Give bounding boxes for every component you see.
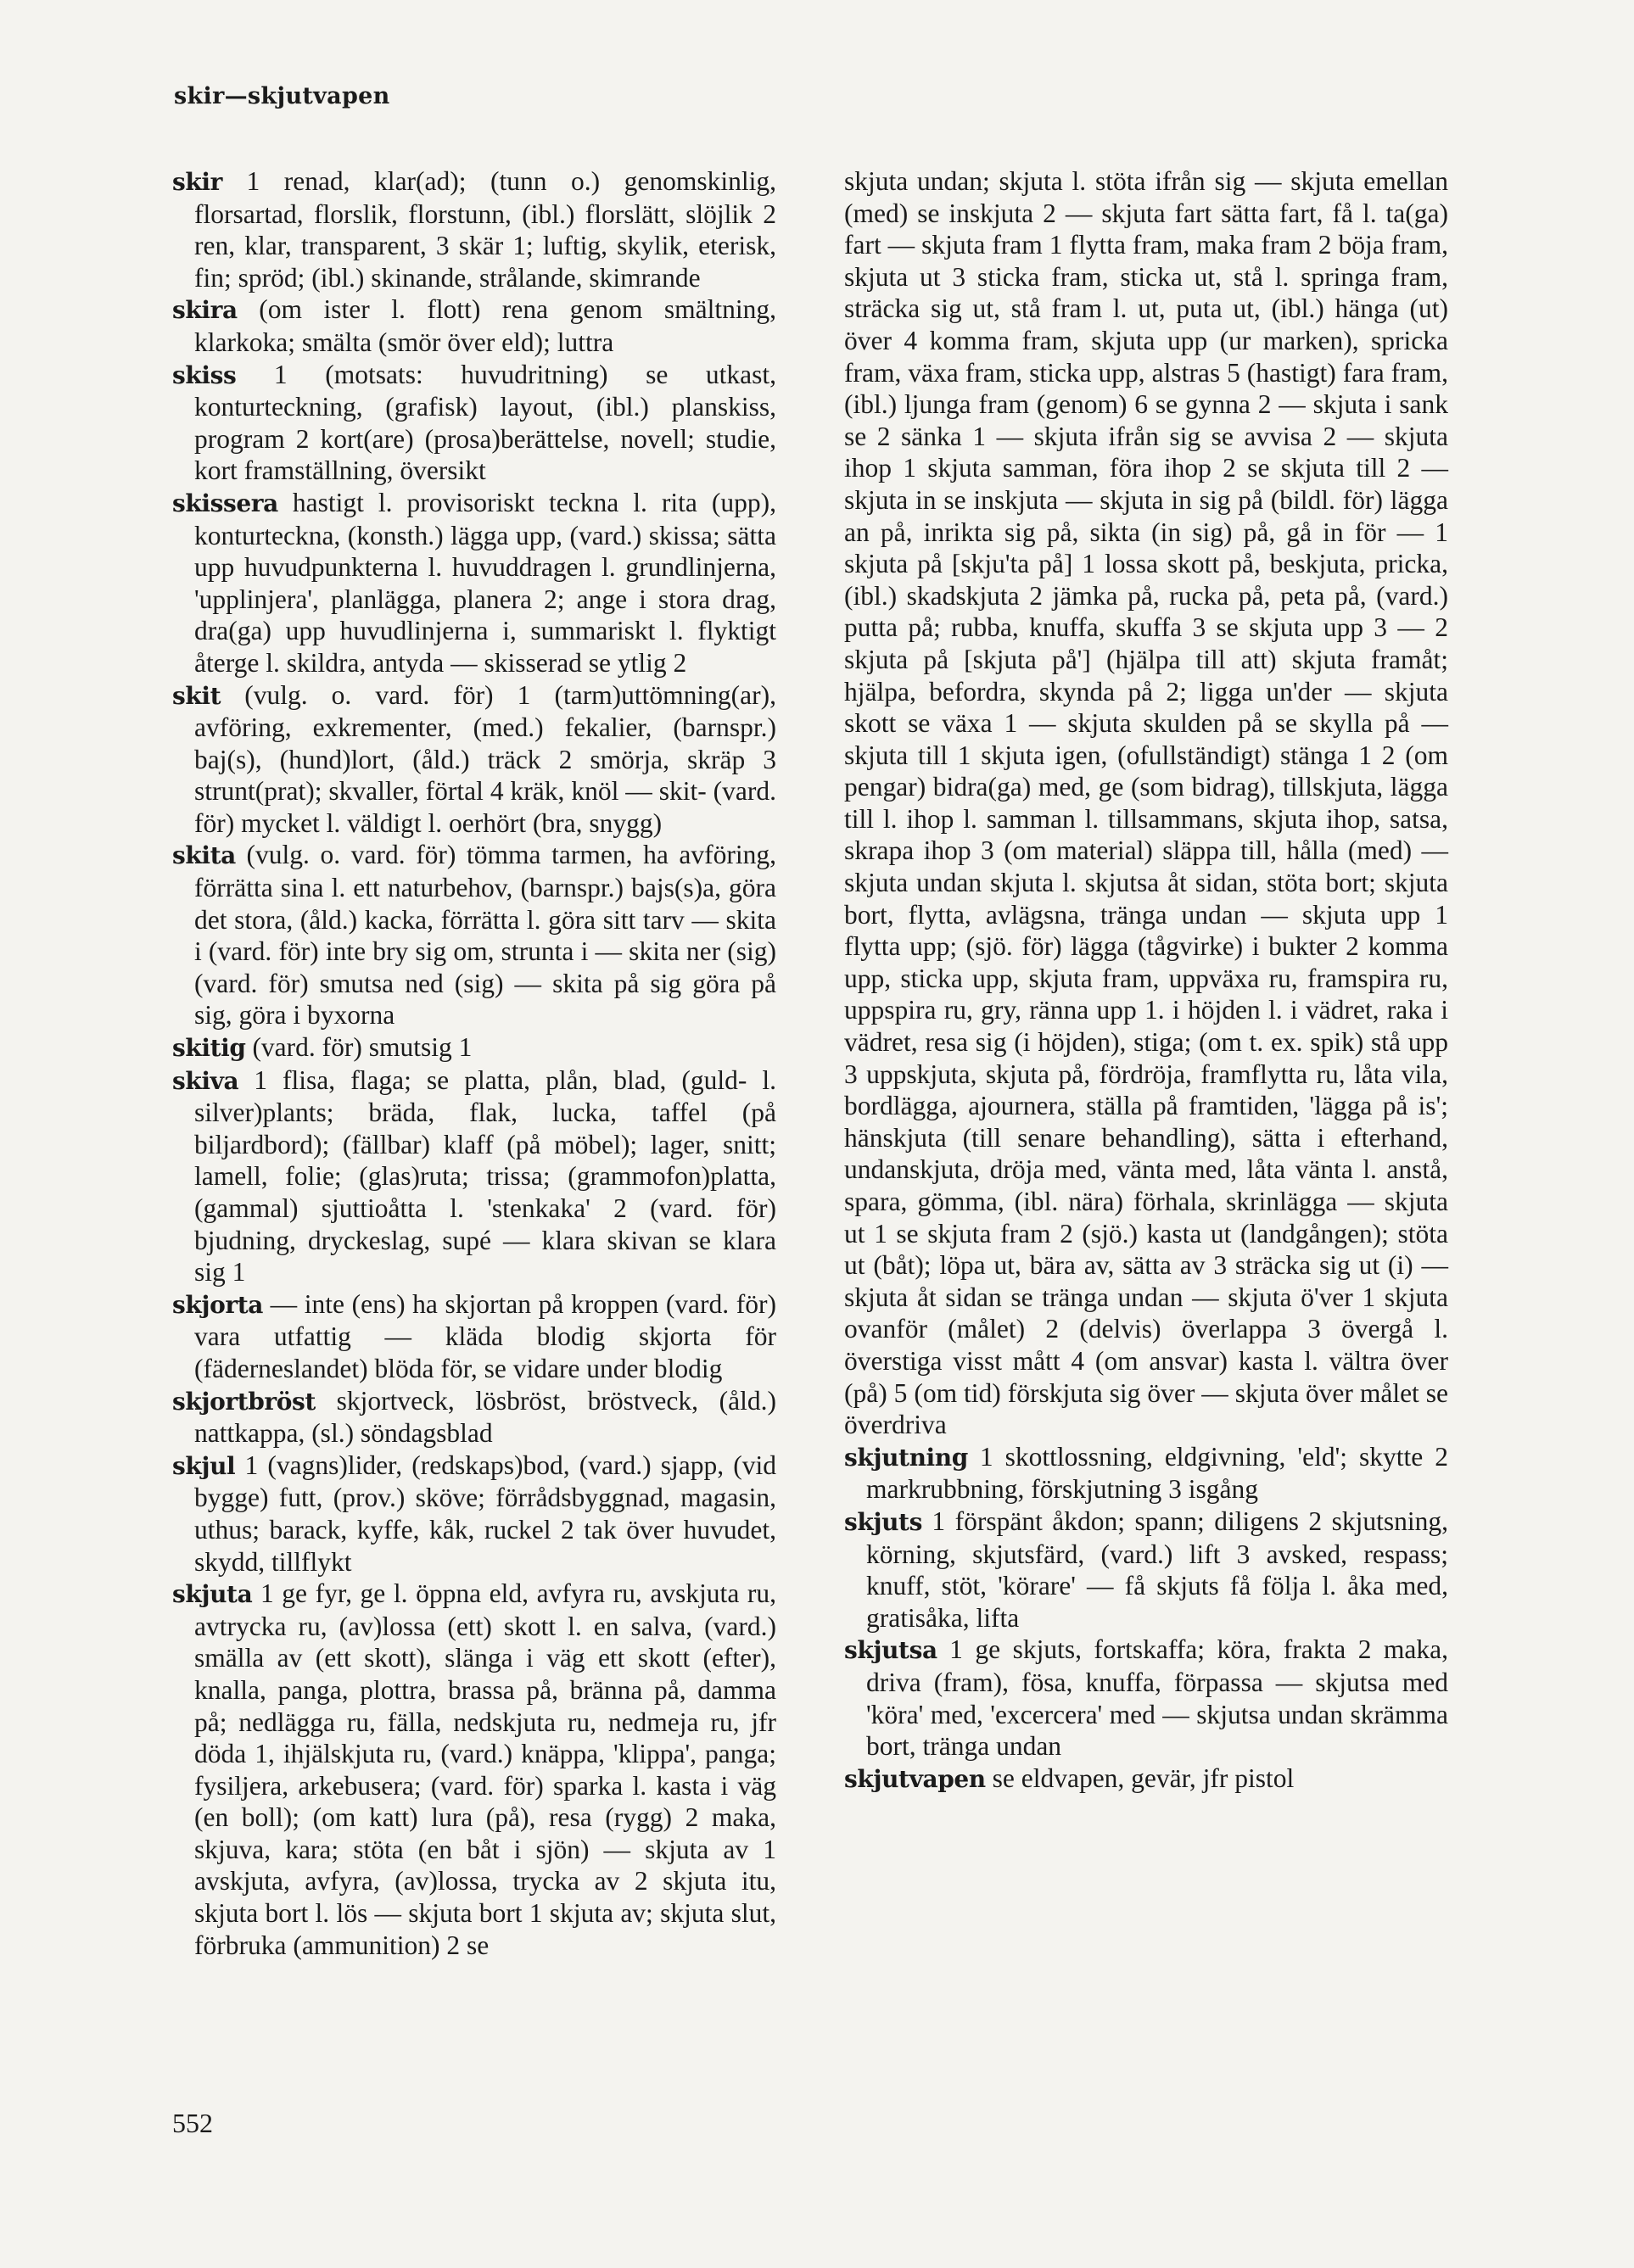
- headword: skiss: [172, 360, 237, 389]
- headword: skjul: [172, 1451, 236, 1480]
- dictionary-entry: [172, 293, 776, 358]
- headword: skjutning: [844, 1443, 968, 1472]
- headword: skitig: [172, 1034, 246, 1063]
- dictionary-entry-continued: [844, 165, 1448, 1441]
- dictionary-entry: [844, 1441, 1448, 1505]
- definition: (vard. för) smutsig 1: [252, 1032, 473, 1063]
- definition: 1 (vagns)lider, (redskaps)bod, (vard.) sjapp, (vid bygge) futt, (prov.) sköve; förrådsbyggnad, magasin, uthus; barack, kyffe, kåk, ruckel 2 tak över huvudet, skydd, tillflykt: [194, 1450, 776, 1577]
- definition: — inte (ens) ha skjortan på kroppen (vard. för) vara utfattig — kläda blodig skjorta för (fäderneslandet) blöda för, se vidare under blodig: [194, 1288, 776, 1383]
- dictionary-entry: [172, 1288, 776, 1385]
- definition: 1 ge skjuts, fortskaffa; köra, frakta 2 maka, driva (fram), fösa, knuffa, förpassa — skjutsa med 'köra' med, 'excercera' med — skjutsa undan skrämma bort, tränga undan: [866, 1634, 1449, 1762]
- dictionary-entry: [844, 1505, 1448, 1634]
- definition: 1 förspänt åkdon; spann; diligens 2 skjutsning, körning, skjutsfärd, (vard.) lift 3 avsked, respass; knuff, stöt, 'körare' — få skjuts få följa l. åka med, gratisåka, lifta: [866, 1505, 1449, 1633]
- headword: skira: [172, 296, 238, 325]
- dictionary-entry: [172, 1031, 776, 1064]
- dictionary-entry: [172, 165, 776, 293]
- headword: skir: [172, 168, 222, 196]
- headword: skissera: [172, 489, 278, 517]
- definition: 1 flisa, flaga; se platta, plån, blad, (guld- l. silver)plants; bräda, flak, lucka, taffel (på biljardbord); (fällbar) klaff (på möbel); lager, snitt; lamell, folie; (glas)ruta; trissa; (grammofon)platta, (gammal) sjuttioåtta l. 'stenkaka' 2 (vard. för) bjudning, dryckeslag, supé — klara skivan se klara sig 1: [194, 1064, 776, 1288]
- definition: 1 (motsats: huvudritning) se utkast, konturteckning, (grafisk) layout, (ibl.) planskiss, program 2 kort(are) (prosa)berättelse, novell; studie, kort framställning, översikt: [194, 359, 776, 486]
- right-column: [844, 165, 1448, 1795]
- dictionary-entry: [172, 359, 776, 487]
- headword: skita: [172, 841, 236, 870]
- definition: 1 renad, klar(ad); (tunn o.) genomskinlig, florsartad, florslik, florstunn, (ibl.) florslätt, slöjlik 2 ren, klar, transparent, 3 skär 1; luftig, skylik, eterisk, fin; spröd; (ibl.) skinande, strålande, skimrande: [194, 166, 776, 293]
- headword: skit: [172, 681, 221, 710]
- definition: (om ister l. flott) rena genom smältning, klarkoka; smälta (smör över eld); luttra: [194, 294, 776, 357]
- definition: 1 skottlossning, eldgivning, 'eld'; skytte 2 markrubbning, förskjutning 3 isgång: [866, 1441, 1448, 1505]
- definition: se eldvapen, gevär, jfr pistol: [992, 1762, 1295, 1793]
- headword: skiva: [172, 1066, 239, 1095]
- definition: (vulg. o. vard. för) tömma tarmen, ha avföring, förrätta sina l. ett naturbehov, (barnspr.) bajs(s)a, göra det stora, (åld.) kacka, förrätta l. göra sitt tarv — skita i (vard. för) inte bry sig om, strunta i — skita ner (sig) (vard. för) smutsa ned (sig) — skita på sig göra på sig, göra i byxorna: [194, 840, 777, 1031]
- definition: skjortveck, lösbröst, bröstveck, (åld.) nattkappa, (sl.) söndagsblad: [194, 1385, 776, 1449]
- dictionary-entry: [844, 1634, 1448, 1762]
- page-number: 552: [172, 2108, 213, 2138]
- dictionary-entry: [172, 1064, 776, 1288]
- dictionary-entry: [172, 679, 776, 840]
- definition: (vulg. o. vard. för) 1 (tarm)uttömning(ar), avföring, exkrementer, (med.) fekalier, (barnspr.) baj(s), (hund)lort, (åld.) träck 2 smörja, skräp 3 strunt(prat); skvaller, förtal 4 kräk, knöl — skit- (vard. för) mycket l. väldigt l. oerhört (bra, snygg): [194, 679, 777, 838]
- dictionary-entry: [844, 1762, 1448, 1796]
- headword: skjuta: [172, 1580, 253, 1609]
- headword: skjuts: [844, 1507, 922, 1536]
- headword: skjutvapen: [844, 1764, 986, 1793]
- dictionary-entry: [172, 839, 776, 1031]
- headword: skjutsa: [844, 1636, 937, 1665]
- headword: skjorta: [172, 1290, 263, 1319]
- definition: hastigt l. provisoriskt teckna l. rita (upp), konturteckna, (konsth.) lägga upp, (vard.) skissa; sätta upp huvudpunkterna l. huvuddragen l. grundlinjerna, 'upplinjera', planlägga, planera 2; ange i stora drag, dra(ga) upp huvudlinjerna i, summariskt l. flyktigt återge l. skildra, antyda — skisserad se ytlig 2: [194, 487, 777, 678]
- dictionary-entry: [172, 487, 776, 679]
- dictionary-entry: [172, 1450, 776, 1578]
- definition: skjuta undan; skjuta l. stöta ifrån sig — skjuta emellan (med) se inskjuta 2 — skjuta fart sätta fart, få l. ta(ga) fart — skjuta fram 1 flytta fram, maka fram 2 böja fram, skjuta ut 3 sticka fram, sticka ut, stå l. springa fram, sträcka sig ut, stå fram l. ut, puta ut, (ibl.) hänga (ut) över 4 komma fram, skjuta upp (ur marken), spricka fram, växa fram, sticka upp, alstras 5 (hastigt) fara fram, (ibl.) ljunga fram (genom) 6 se gynna 2 — skjuta i sank se 2 sänka 1 — skjuta ifrån sig se avvisa 2 — skjuta ihop 1 skjuta samman, föra ihop 2 se skjuta till 2 — skjuta in se inskjuta — skjuta in sig på (bildl. för) lägga an på, inrikta sig på, sikta (in sig) på, gå in för — 1 skjuta på [skju'ta på] 1 lossa skott på, beskjuta, pricka, (ibl.) skadskjuta 2 jämka på, rucka på, peta på, (vard.) putta på; rubba, knuffa, skuffa 3 se skjuta upp 3 — 2 skjuta på [skjuta på'] (hjälpa till att) skjuta framåt; hjälpa, befordra, skynda på 2; ligga un'der — skjuta skott se växa 1 — skjuta skulden på se skylla på — skjuta till 1 skjuta igen, (ofullständigt) stänga 1 2 (om pengar) bidra(ga) med, ge (som bidrag), tillskjuta, lägga till l. ihop l. samman l. tillsammans, skjuta ihop, satsa, skrapa ihop 3 (om material) släppa till, hålla (med) — skjuta undan skjuta l. skjutsa åt sidan, stöta bort; skjuta bort, flytta, avlägsna, tränga undan — skjuta upp 1 flytta upp; (sjö. för) lägga (tågvirke) i bukter 2 komma upp, sticka upp, skjuta fram, uppväxa ru, framspira ru, uppspira ru, gry, ränna upp 1. i höjden l. i vädret, raka i vädret, resa sig (i höjden), stiga; (om t. ex. spik) stå upp 3 uppskjuta, skjuta på, fördröja, framflytta ru, låta vila, bordlägga, ajournera, ställa på framtiden, 'lägga på is'; hänskjuta (till senare behandling), sätta i efterhand, undanskjuta, dröja med, vänta med, låta vänta l. anstå, spara, gömma, (ibl. nära) förhala, skrinlägga — skjuta ut 1 se skjuta fram 2 (sjö.) kasta ut (landgången); stöta ut (båt); löpa ut, bära av, sätta av 3 sträcka sig ut (i) — skjuta åt sidan se tränga undan — skjuta ö'ver 1 skjuta ovanför (målet) 2 (delvis) överlappa 3 övergå l. överstiga visst mått 4 (om ansvar) kasta l. vältra över (på) 5 (om tid) förskjuta sig över — skjuta över målet se överdriva: [844, 166, 1448, 1440]
- left-column: [172, 165, 776, 1961]
- headword: skjortbröst: [172, 1387, 316, 1416]
- dictionary-entry: [172, 1578, 776, 1961]
- running-head: skir—skjutvapen: [174, 83, 390, 109]
- dictionary-entry: [172, 1385, 776, 1450]
- definition: 1 ge fyr, ge l. öppna eld, avfyra ru, avskjuta ru, avtrycka ru, (av)lossa (ett) skott l. en salva, (vard.) smälla av (ett skott), slänga i väg ett skott (efter), knalla, panga, plottra, brassa på, bränna på, damma på; nedlägga ru, fälla, nedskjuta ru, nedmeja ru, jfr döda 1, ihjälskjuta ru, (vard.) knäppa, 'klippa', panga; fysiljera, arkebusera; (vard. för) sparka l. kasta i väg (en boll); (om katt) lura (på), resa (rygg) 2 maka, skjuva, kara; stöta (en båt i sjön) — skjuta av 1 avskjuta, avfyra, (av)lossa, trycka av 2 skjuta itu, skjuta bort l. lös — skjuta bort 1 skjuta av; skjuta slut, förbruka (ammunition) 2 se: [194, 1578, 776, 1960]
